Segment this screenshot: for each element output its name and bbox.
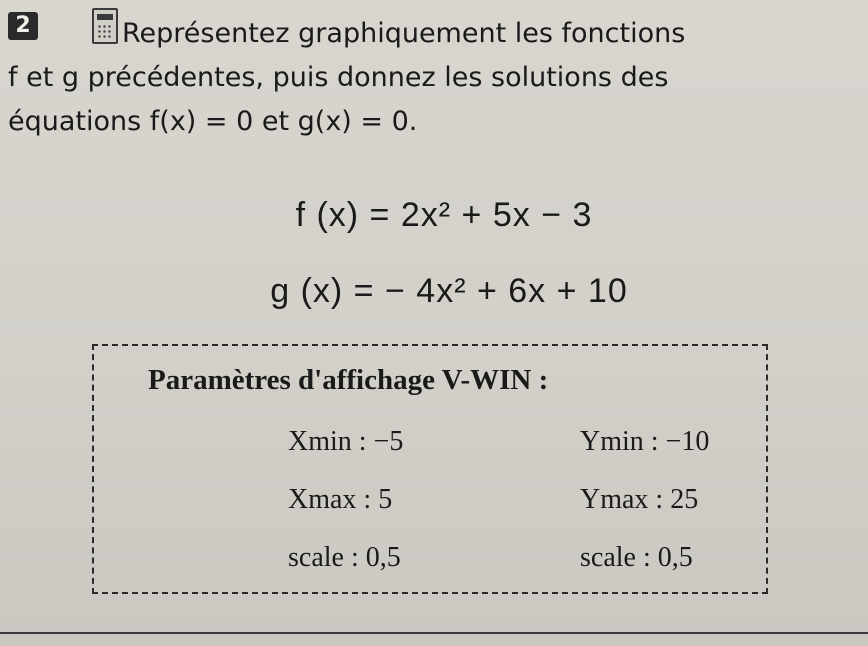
function-f-equation: f (x) = 2x² + 5x − 3 [295,196,593,234]
exercise-number-badge: 2 [8,12,38,40]
instruction-line-2: f et g précédentes, puis donnez les solutions des [8,62,669,93]
vwin-xmax: Xmax : 5 [288,484,393,515]
vwin-xmin: Xmin : −5 [288,426,404,457]
instruction-line-3: équations f(x) = 0 et g(x) = 0. [8,106,418,137]
function-g-equation: g (x) = − 4x² + 6x + 10 [270,272,628,310]
page-divider [0,632,868,634]
exercise-instruction [8,12,858,144]
vwin-settings-box [92,344,768,594]
vwin-yscale: scale : 0,5 [580,542,693,573]
vwin-ymax: Ymax : 25 [580,484,699,515]
instruction-line-1: Représentez graphiquement les fonctions [122,18,686,49]
vwin-ymin: Ymin : −10 [580,426,710,457]
vwin-xscale: scale : 0,5 [288,542,401,573]
vwin-title: Paramètres d'affichage V-WIN : [148,364,549,396]
